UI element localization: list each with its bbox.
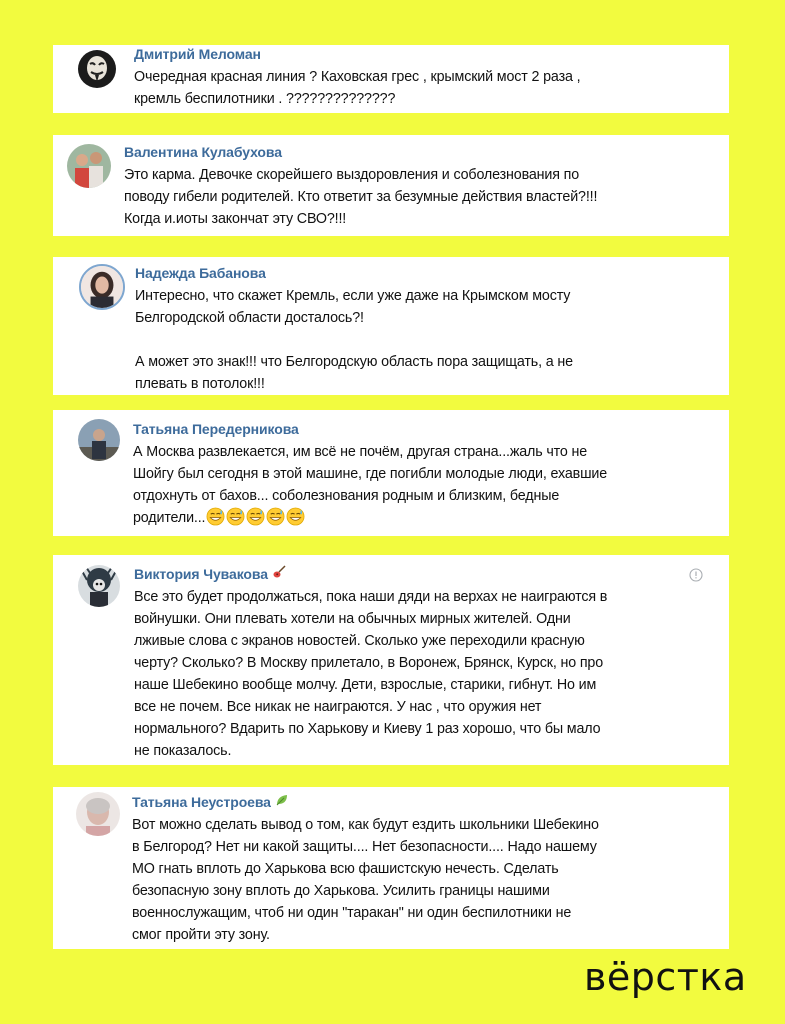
comment-line: войнушки. Они плевать хотели на обычных мирных жителей. Одни [134,611,571,627]
comment-author[interactable]: Валентина Кулабухова [124,144,282,160]
comment-line: Это карма. Девочке скорейшего выздоровления и соболезнования по [124,167,580,183]
comment-text [124,164,597,230]
comment-line: наше Шебекино вообще молчу. Дети, взрослые, старики, гибнут. Но им [134,677,597,693]
comment-line: А Москва развлекается, им всё не почём, другая страна...жаль что не [133,444,588,460]
comment-line [135,329,573,351]
comment-line: смог пройти эту зону. [132,927,270,943]
guitar-icon [272,565,286,582]
comment-line: безопасную зону вплоть до Харькова. Усилить границы нашими [132,883,550,899]
comment-line: военнослужащим, чтоб ни один "таракан" ни один беспилотники не [132,905,572,921]
comment-card [53,257,729,395]
comment-line: плевать в потолок!!! [135,376,265,392]
comment-line-tail: родители... [133,510,206,526]
comment-line: в Белгород? Нет ни какой защиты.... Нет безопасности.... Надо нашему [132,839,597,855]
comment-card [53,787,729,949]
grinning-sweat-emoji [266,507,285,526]
comment-line: МО гнать вплоть до Харькова всю фашистскую нечесть. Сделать [132,861,559,877]
comment-author[interactable] [132,794,289,810]
comment-line: Когда и.иоты закончат эту СВО?!!! [124,211,347,227]
comment-line: Вот можно сделать вывод о том, как будут ездить школьники Шебекино [132,817,599,833]
comment-line: отдохнуть от бахов... соболезнования родным и близким, бедные [133,488,560,504]
comment-line: А может это знак!!! что Белгородскую область пора защищать, а не [135,354,573,370]
comment-card [53,410,729,536]
comment-line [133,507,607,529]
comment-line: кремль беспилотники . ?????????????? [134,91,396,107]
comment-line: Все это будет продолжаться, пока наши дяди на верхах не наиграются в [134,589,608,605]
grinning-sweat-emoji [226,507,245,526]
emoji-row [205,510,305,526]
comment-text [133,441,607,529]
avatar[interactable] [79,264,125,310]
comment-line: поводу гибели родителей. Кто ответит за безумные действия властей?!!! [124,189,598,205]
comment-line: черту? Сколько? В Москву прилетало, в Воронеж, Брянск, Курск, но про [134,655,604,671]
comment-card [53,45,729,113]
comment-line: Шойгу был сегодня в этой машине, где погибли молодые люди, ехавшие [133,466,608,482]
comment-line: лживые слова с экранов новостей. Сколько уже переходили красную [134,633,585,649]
comment-author[interactable]: Татьяна Передерникова [133,421,299,437]
comment-author[interactable] [134,566,286,582]
avatar[interactable] [78,565,120,607]
avatar[interactable] [78,50,116,88]
comment-text [134,586,607,762]
avatar[interactable] [78,419,120,461]
comment-text [134,66,580,110]
comment-line: Очередная красная линия ? Каховская грес , крымский мост 2 раза , [134,69,581,85]
grinning-sweat-emoji [246,507,265,526]
comment-card [53,555,729,765]
comment-author-name: Татьяна Неустроева [132,794,271,810]
comment-card [53,135,729,236]
avatar[interactable] [76,792,120,836]
leaf-icon [275,793,289,810]
comment-line: не показалось. [134,743,232,759]
comment-text [135,285,573,395]
brand-logo: вёрстка [584,955,747,999]
comment-author[interactable]: Надежда Бабанова [135,265,266,281]
comment-line: нормального? Вдарить по Харькову и Киеву 1 раз хорошо, что бы мало [134,721,601,737]
comment-text [132,814,599,946]
avatar[interactable] [67,144,111,188]
grinning-sweat-emoji [286,507,305,526]
comment-author-name: Виктория Чувакова [134,566,268,582]
comment-line: Интересно, что скажет Кремль, если уже даже на Крымском мосту [135,288,571,304]
comment-line: Белгородской области досталось?! [135,310,364,326]
comment-line: все не почем. Все никак не наиграются. У нас , что оружия нет [134,699,542,715]
grinning-sweat-emoji [206,507,225,526]
info-icon[interactable] [689,568,703,582]
comment-author[interactable]: Дмитрий Меломан [134,46,261,62]
